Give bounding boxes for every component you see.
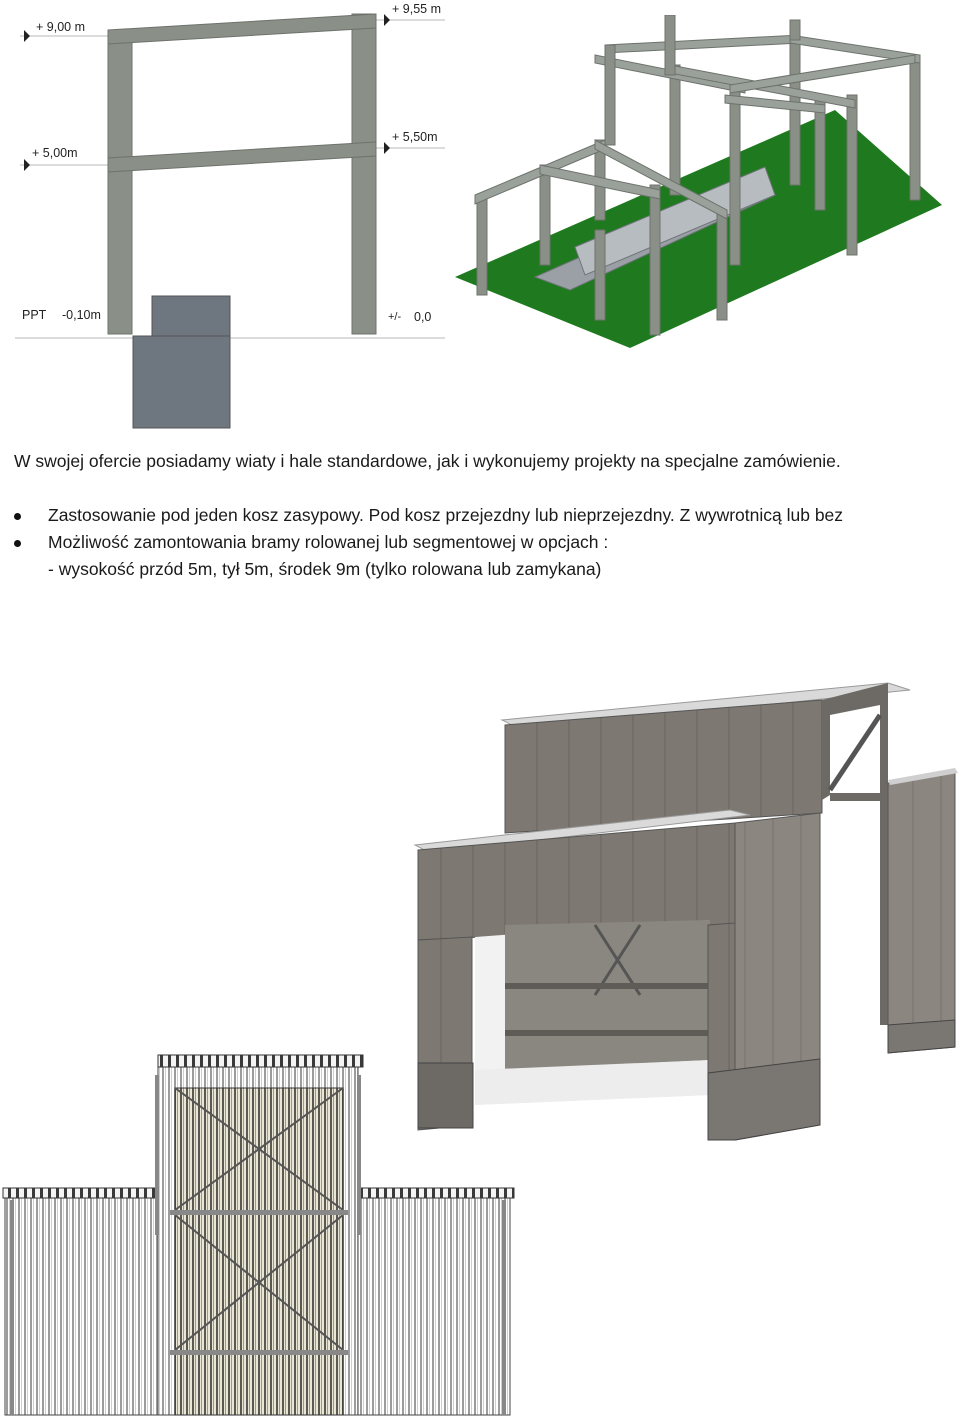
label-mid-right: + 5,50m: [392, 130, 438, 144]
front-elevation-drawing: [0, 1050, 520, 1420]
upper-tie-beam: [830, 793, 885, 801]
steel-frame-3d-view: [455, 15, 945, 350]
foundation-upper: [152, 296, 230, 336]
label-top-right: + 9,55 m: [392, 2, 441, 16]
central-gutter: [158, 1055, 363, 1067]
right-wing-wall: [888, 770, 955, 1053]
drainpipe: [502, 1200, 506, 1415]
marker-top-left: [24, 30, 30, 42]
gate-beam: [170, 1210, 348, 1215]
foundation-lower: [133, 336, 230, 428]
feature-list: [14, 502, 909, 556]
top-beam: [108, 14, 376, 44]
label-ppt: PPT: [22, 308, 47, 322]
bullet-icon: [14, 540, 21, 547]
feature-text: Możliwość zamontowania bramy rolowanej lub segmentowej w opcjach :: [48, 532, 609, 552]
middle-beam: [108, 142, 376, 172]
bullet-icon: [14, 513, 21, 520]
frame-column: [650, 185, 660, 335]
frame-column: [847, 95, 857, 255]
elevation-drawing: [0, 0, 460, 430]
interior-rail: [505, 1030, 710, 1036]
marker-top-right: [384, 14, 390, 26]
right-plinth: [708, 1059, 820, 1140]
label-top-left: + 9,00 m: [36, 20, 85, 34]
frame-beam: [730, 55, 915, 93]
wing-plinth: [888, 1020, 955, 1053]
interior-rail: [505, 983, 710, 989]
gate-beam: [170, 1350, 348, 1355]
frame-column: [605, 45, 615, 145]
feature-list-item: [14, 502, 909, 529]
upper-side-frame: [822, 683, 888, 1025]
frame-column: [790, 20, 800, 40]
frame-column: [477, 195, 487, 295]
label-ground-value: 0,0: [414, 310, 432, 324]
label-mid-left: + 5,00m: [32, 146, 78, 160]
frame-column: [665, 15, 675, 75]
frame-column: [815, 100, 825, 210]
elevation-frame-svg: [0, 0, 460, 430]
right-column: [352, 14, 376, 334]
marker-mid-right: [384, 142, 390, 154]
right-wing-cladding: [348, 1190, 510, 1415]
gate-options-line: - wysokość przód 5m, tył 5m, środek 9m (tylko rolowana lub zamykana): [48, 559, 602, 579]
steel-frame-3d-svg: [455, 15, 945, 350]
frame-column: [670, 65, 680, 195]
marker-mid-left: [24, 159, 30, 171]
label-ppt-value: -0,10m: [62, 308, 101, 322]
frame-column: [730, 85, 740, 265]
left-wing-gutter: [3, 1188, 165, 1198]
left-wing-cladding: [5, 1190, 163, 1415]
intro-paragraph: W swojej ofercie posiadamy wiaty i hale standardowe, jak i wykonujemy projekty na specjalne zamówienie.: [14, 451, 841, 471]
right-wing-gutter: [346, 1188, 514, 1198]
drainpipe: [10, 1200, 14, 1415]
label-ground-prefix: +/-: [388, 311, 402, 323]
frame-beam: [605, 35, 800, 53]
frame-column: [540, 165, 550, 265]
frame-column: [717, 210, 727, 320]
left-column: [108, 30, 132, 334]
feature-list-item: [14, 529, 909, 556]
feature-text: Zastosowanie pod jeden kosz zasypowy. Pod kosz przejezdny lub nieprzejezdny. Z wywrotnicą lub bez: [48, 505, 844, 525]
drainpipe: [155, 1075, 159, 1235]
frame-column: [595, 230, 605, 320]
rolling-gate: [175, 1088, 343, 1415]
frame-column: [910, 55, 920, 200]
upper-brace: [830, 715, 880, 790]
drainpipe: [357, 1075, 361, 1235]
front-elevation-svg: [0, 1050, 520, 1420]
offer-text-block: [14, 448, 909, 583]
